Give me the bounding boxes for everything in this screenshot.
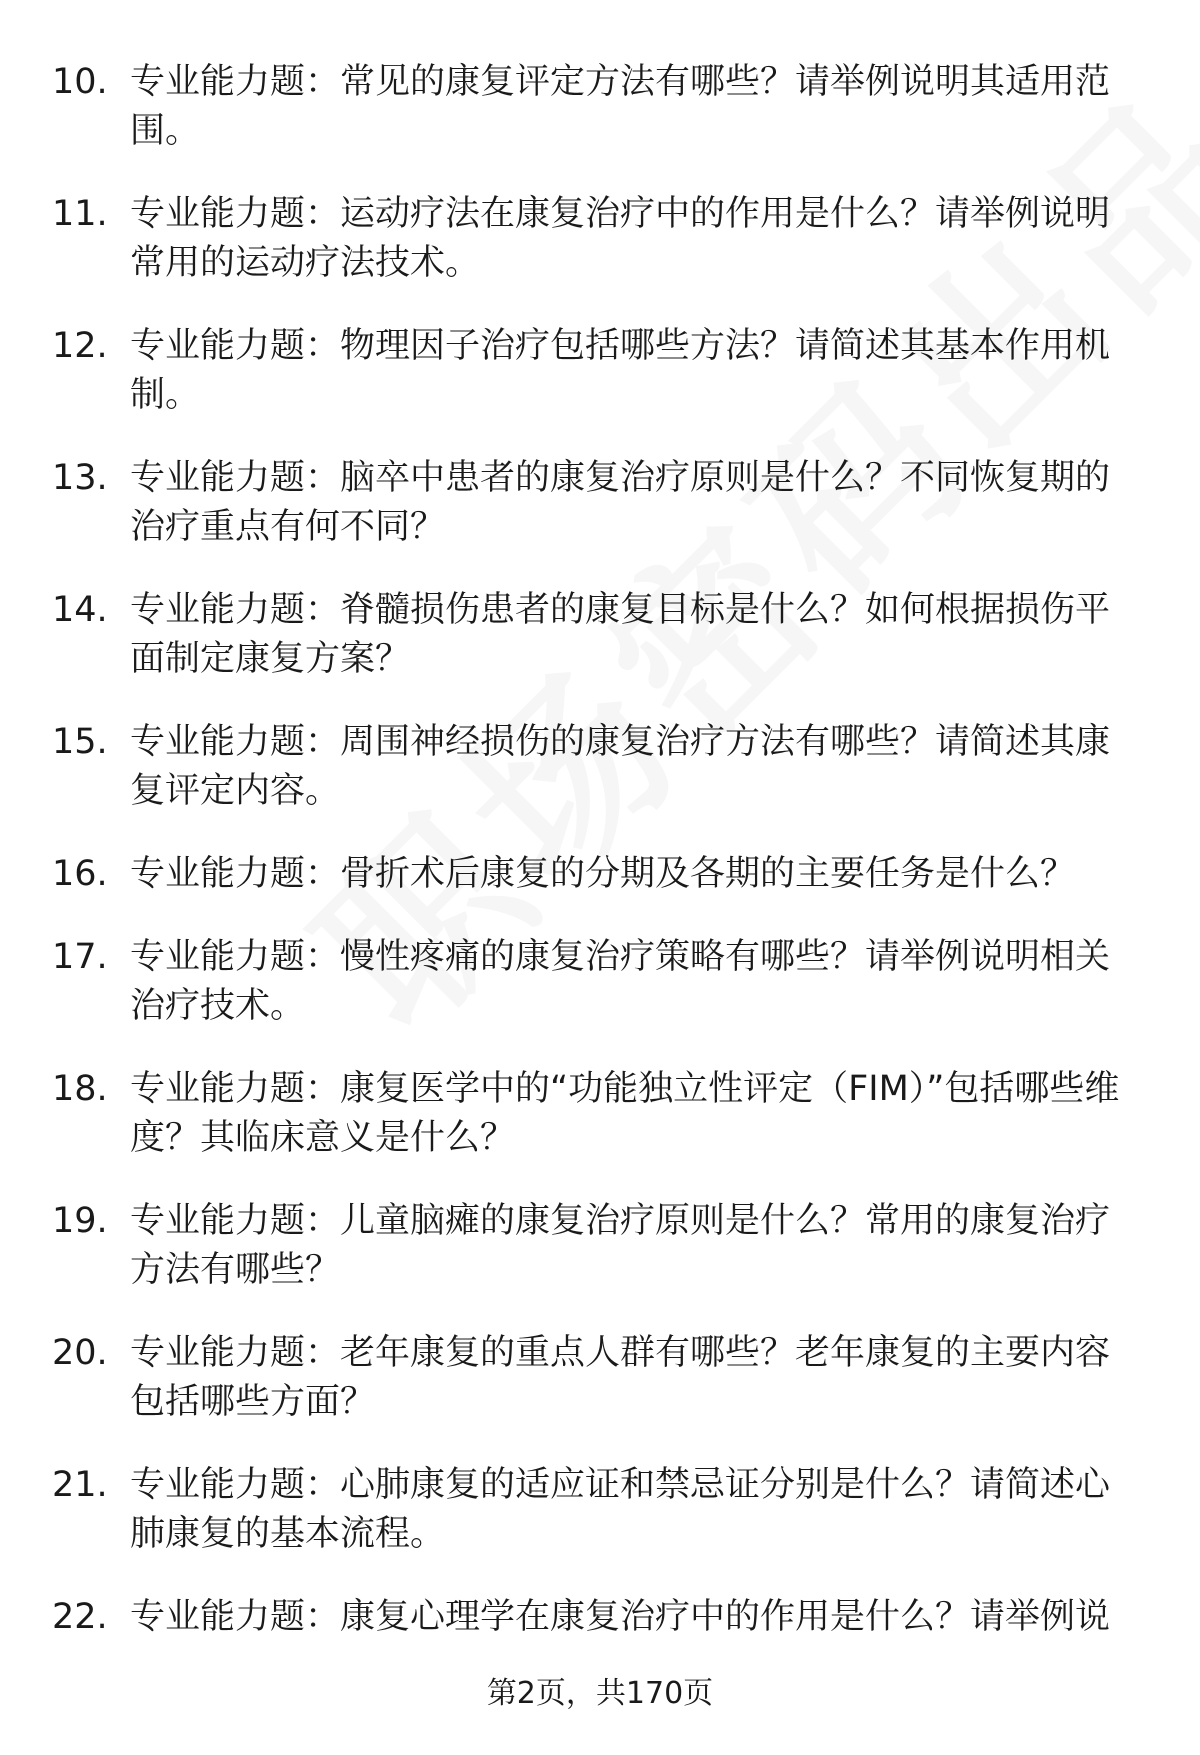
question-text: 专业能力题：运动疗法在康复治疗中的作用是什么？请举例说明常用的运动疗法技术。 <box>130 194 1111 283</box>
question-number: 14. <box>52 590 108 630</box>
page-footer: 第2页，共170页 <box>486 1676 714 1711</box>
question-number: 17. <box>52 937 108 977</box>
question-item <box>52 850 1142 899</box>
question-item <box>52 322 1142 420</box>
question-item <box>52 1461 1142 1559</box>
question-number: 22. <box>52 1597 108 1637</box>
question-number: 18. <box>52 1069 108 1109</box>
question-item <box>52 933 1142 1031</box>
question-text: 专业能力题：脊髓损伤患者的康复目标是什么？如何根据损伤平面制定康复方案？ <box>130 590 1111 679</box>
question-number: 12. <box>52 326 108 366</box>
question-item <box>52 1329 1142 1427</box>
question-text: 专业能力题：物理因子治疗包括哪些方法？请简述其基本作用机制。 <box>130 326 1111 415</box>
question-item <box>52 454 1142 552</box>
question-text: 专业能力题：周围神经损伤的康复治疗方法有哪些？请简述其康复评定内容。 <box>130 722 1111 811</box>
question-text: 专业能力题：心肺康复的适应证和禁忌证分别是什么？请简述心肺康复的基本流程。 <box>130 1465 1111 1554</box>
question-item <box>52 586 1142 684</box>
question-item <box>52 190 1142 288</box>
question-number: 16. <box>52 854 108 894</box>
question-list <box>52 58 1142 1676</box>
question-text: 专业能力题：骨折术后康复的分期及各期的主要任务是什么？ <box>130 854 1076 894</box>
question-number: 21. <box>52 1465 108 1505</box>
question-text: 专业能力题：儿童脑瘫的康复治疗原则是什么？常用的康复治疗方法有哪些？ <box>130 1201 1111 1290</box>
question-number: 11. <box>52 194 108 234</box>
question-item <box>52 718 1142 816</box>
question-text: 专业能力题：脑卒中患者的康复治疗原则是什么？不同恢复期的治疗重点有何不同？ <box>130 458 1111 547</box>
question-text: 专业能力题：老年康复的重点人群有哪些？老年康复的主要内容包括哪些方面？ <box>130 1333 1111 1422</box>
question-text: 专业能力题：常见的康复评定方法有哪些？请举例说明其适用范围。 <box>130 62 1111 151</box>
question-item <box>52 1065 1142 1163</box>
question-item <box>52 1197 1142 1295</box>
question-number: 10. <box>52 62 108 102</box>
question-number: 13. <box>52 458 108 498</box>
question-text: 专业能力题：慢性疼痛的康复治疗策略有哪些？请举例说明相关治疗技术。 <box>130 937 1111 1026</box>
question-number: 15. <box>52 722 108 762</box>
question-item <box>52 58 1142 156</box>
question-text: 专业能力题：康复心理学在康复治疗中的作用是什么？请举例说 <box>130 1597 1111 1637</box>
question-text: 专业能力题：康复医学中的“功能独立性评定（FIM）”包括哪些维度？其临床意义是什么？ <box>130 1069 1120 1158</box>
question-number: 19. <box>52 1201 108 1241</box>
question-number: 20. <box>52 1333 108 1373</box>
question-item <box>52 1593 1142 1642</box>
